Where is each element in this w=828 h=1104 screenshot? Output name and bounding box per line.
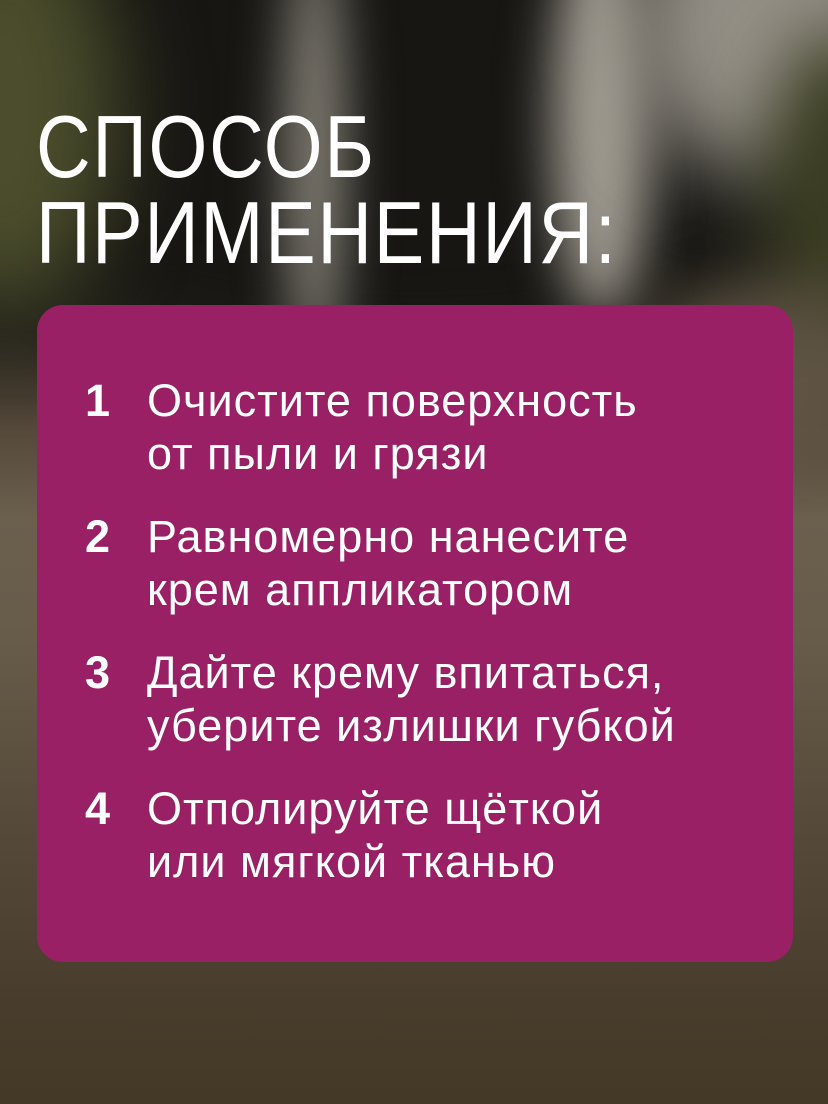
step-number: 1	[85, 375, 112, 426]
page-title	[36, 97, 618, 282]
title-line-2: ПРИМЕНЕНИЯ:	[36, 183, 618, 282]
step-item	[85, 510, 763, 616]
instructions-card	[37, 305, 793, 962]
step-number: 2	[85, 511, 112, 562]
step-text: Дайте крему впитаться, уберите излишки губкой	[147, 647, 676, 751]
step-number: 4	[85, 783, 112, 834]
step-text: Отполируйте щёткой или мягкой тканью	[147, 783, 604, 887]
step-text: Очистите поверхность от пыли и грязи	[147, 375, 638, 479]
steps-list	[85, 374, 763, 888]
step-text: Равномерно нанесите крем аппликатором	[147, 511, 630, 615]
step-item	[85, 782, 763, 888]
step-item	[85, 374, 763, 480]
step-item	[85, 646, 763, 752]
title-line-1: СПОСОБ	[36, 97, 376, 196]
step-number: 3	[85, 647, 112, 698]
